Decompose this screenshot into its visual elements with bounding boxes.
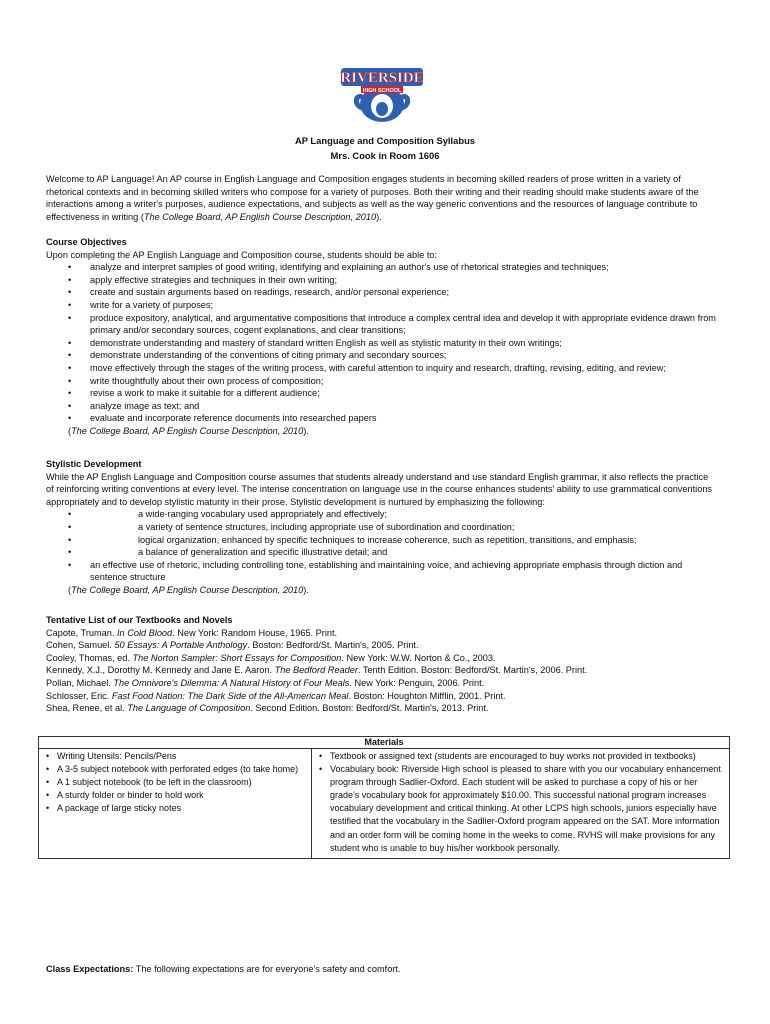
list-item: • demonstrate understanding and mastery of standard written English as well as stylistic maturity in their own writings; <box>46 337 716 350</box>
list-item: • logical organization, enhanced by specific techniques to increase coherence, such as repetition, transitions, and emphasis; <box>46 534 716 547</box>
riverside-logo <box>337 62 427 124</box>
list-item: • revise a work to make it suitable for a different audience; <box>46 387 716 400</box>
course-objectives <box>46 236 716 438</box>
materials-table <box>38 736 730 859</box>
expectations-text: The following expectations are for everyone's safety and comfort. <box>133 964 401 974</box>
stylistic-heading: Stylistic Development <box>46 459 142 469</box>
list-item: • produce expository, analytical, and argumentative compositions that introduce a complex central idea and develop it with appropriate evidence drawn from primary and/or secondary sources, cogent explanations, and clear transitions; <box>46 312 716 337</box>
expectations-label: Class Expectations: <box>46 964 134 974</box>
list-item: • write for a variety of purposes; <box>46 299 716 312</box>
bibliography-entry: Cohen, Samuel. 50 Essays: A Portable Anthology. Boston: Bedford/St. Martin's, 2005. Print. <box>46 640 419 651</box>
teacher-room: Mrs. Cook in Room 1606 <box>330 150 440 161</box>
list-item: • move effectively through the stages of the writing process, with careful attention to inquiry and research, drafting, revising, editing, and review; <box>46 362 716 375</box>
list-item: • evaluate and incorporate reference documents into researched papers <box>46 412 716 425</box>
materials-right-cell <box>312 749 730 859</box>
list-item: • a variety of sentence structures, including appropriate use of subordination and coordination; <box>46 521 716 534</box>
list-item: • write thoughtfully about their own process of composition; <box>46 375 716 388</box>
bibliography-entry: Kennedy, X.J., Dorothy M. Kennedy and Jane E. Aaron. The Bedford Reader. Tenth Edition. Boston: Bedford/St. Martin's, 2006. Print. <box>46 665 588 676</box>
bibliography-entry: Schlosser, Eric. Fast Food Nation: The Dark Side of the All-American Meal. Boston: Houghton Mifflin, 2001. Print. <box>46 690 506 701</box>
bibliography-entry: Shea, Renee, et al. The Language of Composition. Second Edition. Boston: Bedford/St. Martin's, 2013. Print. <box>46 703 489 714</box>
objectives-lead: Upon completing the AP English Language and Composition course, students should be able to: <box>46 249 438 260</box>
list-item: • create and sustain arguments based on readings, research, and/or personal experience; <box>46 286 716 299</box>
intro-citation: The College Board, AP English Course Description, 2010 <box>143 211 377 222</box>
list-item: • a balance of generalization and specific illustrative detail; and <box>46 546 716 559</box>
textbooks-list <box>46 614 716 715</box>
stylistic-text: While the AP English Language and Composition course assumes that students already understand and use standard English grammar, it also reflects the practice of reinforcing writing conventions at every level. The intense concentration on language use in the course enhances students' ability to use grammatical conventions appropriately and to develop stylistic maturity in their prose. Stylistic development is nurtured by emphasizing the following: <box>46 471 713 507</box>
bibliography-entry: Pollan, Michael. The Omnivore's Dilemma: A Natural History of Four Meals. New York: Penguin, 2006. Print. <box>46 677 485 688</box>
textbooks-heading: Tentative List of our Textbooks and Novels <box>46 615 233 625</box>
list-item: • a wide-ranging vocabulary used appropriately and effectively; <box>46 508 716 521</box>
bibliography-entry: Cooley, Thomas, ed. The Norton Sampler: Short Essays for Composition. New York: W.W. Norton & Co., 2003. <box>46 652 496 663</box>
materials-heading: Materials <box>39 737 730 749</box>
intro-paragraph: Welcome to AP Language! An AP course in English Language and Composition engages students in becoming skilled readers of prose written in a variety of rhetorical contexts and in becoming skilled writers who compose for a variety of purposes. Both their writing and their reading should make students aware of the interactions among a writer's purposes, audience expectations, and subjects as well as the way generic conventions and the resources of language contribute to effectiveness in writing (The College Board, AP English Course Description, 2010). <box>46 174 699 222</box>
materials-left-cell <box>39 749 312 859</box>
list-item: • demonstrate understanding of the conventions of citing primary and secondary sources; <box>46 349 716 362</box>
list-item: • A sturdy folder or binder to hold work <box>41 789 309 802</box>
list-item: • A 3-5 subject notebook with perforated edges (to take home) <box>41 763 309 776</box>
objectives-list <box>46 261 716 425</box>
bibliography-entry: Capote, Truman. In Cold Blood. New York: Random House, 1965. Print. <box>46 627 338 638</box>
logo-wordmark: RIVERSIDE <box>340 70 424 86</box>
list-item: • apply effective strategies and techniques in their own writing; <box>46 274 716 287</box>
stylistic-list <box>46 508 716 584</box>
stylistic-source: (The College Board, AP English Course Description, 2010). <box>68 584 309 595</box>
objectives-heading: Course Objectives <box>46 237 127 247</box>
class-expectations <box>46 963 716 976</box>
logo-subtext: HIGH SCHOOL <box>362 88 402 94</box>
list-item: • analyze and interpret samples of good writing, identifying and explaining an author's use of rhetorical strategies and techniques; <box>46 261 716 274</box>
objectives-source: (The College Board, AP English Course Description, 2010). <box>68 425 309 436</box>
stylistic-development <box>46 458 716 597</box>
list-item: • A 1 subject notebook (to be left in the classroom) <box>41 776 309 789</box>
list-item: • analyze image as text; and <box>46 400 716 413</box>
syllabus-title: AP Language and Composition Syllabus <box>294 135 476 146</box>
list-item: • an effective use of rhetoric, including controlling tone, establishing and maintaining voice, and achieving appropriate emphasis through diction and sentence structure <box>46 559 716 584</box>
list-item: • Vocabulary book: Riverside High school is pleased to share with you our vocabulary enhancement program through Sadlier-Oxford. Each student will be asked to purchase a copy of his or her grade's vocabulary book for approximately $10.00. This successful national program increases vocabulary development and critical thinking. At other LCPS high schools, juniors especially have testified that the vocabulary in the Sadlier-Oxford program appeared on the SAT. More information and an order form will be coming home in the weeks to come. RVHS will make provisions for any student who is unable to buy his/her workbook personally. <box>314 763 727 855</box>
list-item: • A package of large sticky notes <box>41 802 309 815</box>
list-item: • Textbook or assigned text (students are encouraged to buy works not provided in textbooks) <box>314 750 727 763</box>
list-item: • Writing Utensils: Pencils/Pens <box>41 750 309 763</box>
